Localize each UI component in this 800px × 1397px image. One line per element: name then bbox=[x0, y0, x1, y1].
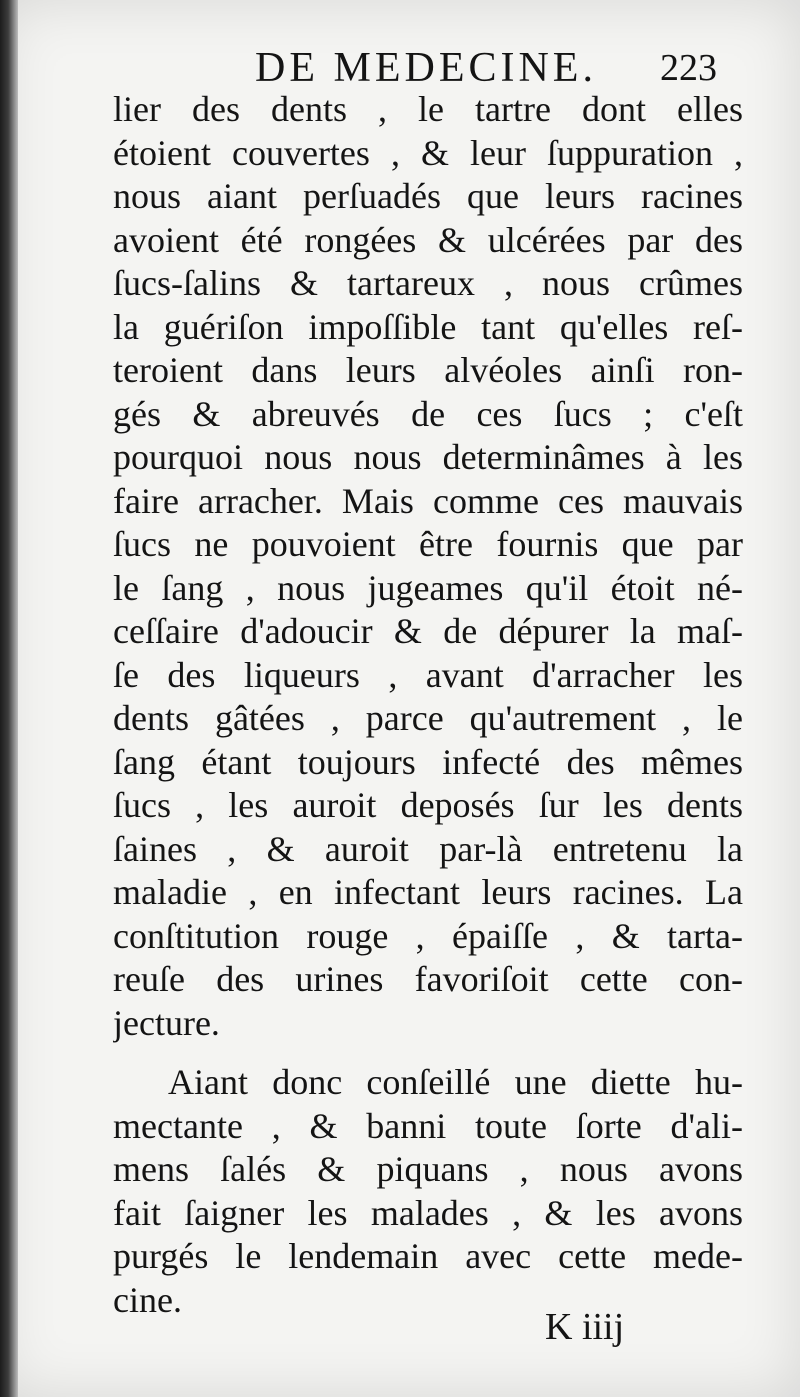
text-line: maladie , en infectant leurs racines. La bbox=[113, 872, 743, 912]
text-line: dents gâtées , parce qu'autrement , le bbox=[113, 698, 743, 738]
text-line: ſe des liqueurs , avant d'arracher les bbox=[113, 654, 743, 695]
text-line: faire arracher. Mais comme ces mauvais bbox=[113, 480, 743, 521]
text-line: étoient couvertes , & leur ſuppuration , bbox=[113, 132, 743, 173]
text-line: Aiant donc conſeillé une diette hu- bbox=[168, 1062, 743, 1102]
text-line: la guériſon impoſſible tant qu'elles reſ- bbox=[113, 306, 743, 347]
text-line: reuſe des urines favoriſoit cette con- bbox=[113, 959, 743, 999]
text-line: pourquoi nous nous determinâmes à les bbox=[113, 437, 743, 477]
text-line: conſtitution rouge , épaiſſe , & tarta- bbox=[113, 915, 743, 956]
text-line: mens ſalés & piquans , nous avons bbox=[113, 1149, 743, 1189]
text-line: le ſang , nous jugeames qu'il étoit né- bbox=[113, 567, 743, 608]
text-line: mectante , & banni toute ſorte d'ali- bbox=[113, 1105, 743, 1146]
signature-mark: K iiij bbox=[545, 1306, 625, 1348]
page-gutter-shadow bbox=[0, 0, 18, 1397]
running-head: DE MEDECINE. bbox=[255, 45, 597, 91]
text-line: ſucs ne pouvoient être fournis que par bbox=[113, 524, 743, 564]
text-line: cine. bbox=[113, 1279, 182, 1320]
text-line: jecture. bbox=[113, 1002, 220, 1043]
text-line: purgés le lendemain avec cette mede- bbox=[113, 1236, 743, 1276]
text-line: ſaines , & auroit par-là entretenu la bbox=[113, 828, 743, 869]
paragraph-1 bbox=[113, 88, 743, 1045]
paragraph-2 bbox=[113, 1061, 743, 1322]
text-line: ſucs-ſalins & tartareux , nous crûmes bbox=[113, 263, 743, 303]
text-line: gés & abreuvés de ces ſucs ; c'eſt bbox=[113, 393, 743, 434]
text-line: fait ſaigner les malades , & les avons bbox=[113, 1192, 743, 1233]
body-text bbox=[113, 88, 743, 1322]
text-line: teroient dans leurs alvéoles ainſi ron- bbox=[113, 350, 743, 390]
text-line: ſucs , les auroit deposés ſur les dents bbox=[113, 785, 743, 825]
page-number: 223 bbox=[660, 47, 717, 89]
text-line: avoient été rongées & ulcérées par des bbox=[113, 219, 743, 260]
text-line: ſang étant toujours infecté des mêmes bbox=[113, 741, 743, 782]
paragraph-gap bbox=[113, 1045, 743, 1061]
text-line: ceſſaire d'adoucir & de dépurer la maſ- bbox=[113, 611, 743, 651]
text-line: lier des dents , le tartre dont elles bbox=[113, 89, 743, 129]
text-line: nous aiant perſuadés que leurs racines bbox=[113, 176, 743, 216]
